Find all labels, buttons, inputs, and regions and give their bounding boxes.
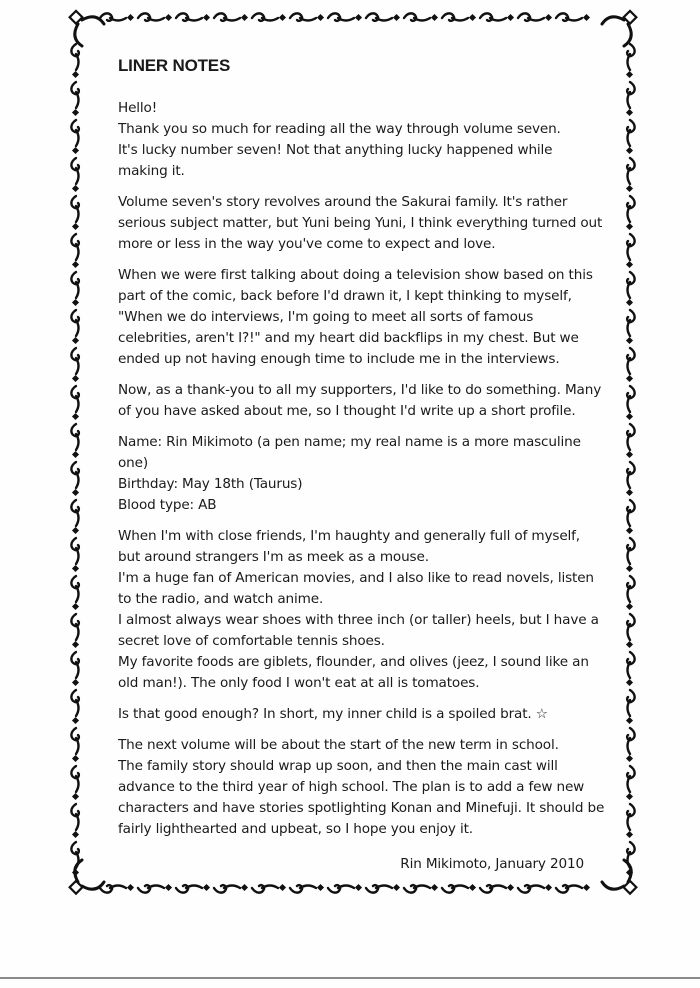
scroll-flourish-icon [252,885,278,892]
diamond-ornament-icon [72,71,79,78]
diamond-ornament-icon [241,14,248,21]
scroll-flourish-icon [627,158,634,184]
text-line: When we were first talking about doing a television show based on this part of the comic, back before I'd drawn it, I kept thinking to myself, "When we do interviews, I'm going to meet all sorts of famous celebrities, aren't I?!" and my heart did backflips in my chest. But we ended up not having enough time to include me in the interviews. [118,267,593,367]
diamond-ornament-icon [626,679,633,686]
diamond-ornament-icon [469,884,476,891]
diamond-ornament-icon [507,14,514,21]
diamond-ornament-icon [626,261,633,268]
scroll-flourish-icon [627,690,634,716]
scroll-flourish-icon [404,13,430,20]
diamond-ornament-icon [72,641,79,648]
scroll-flourish-icon [71,766,78,792]
diamond-ornament-icon [626,337,633,344]
text-line: I'm a huge fan of American movies, and I also like to read novels, listen to the radio, and watch anime. [118,570,594,607]
page-bottom-divider [0,977,700,979]
scroll-flourish-icon [71,120,78,146]
text-line: Is that good enough? In short, my inner child is a spoiled brat. ☆ [118,706,548,722]
text-line: Hello! [118,100,158,116]
scroll-flourish-icon [627,500,634,526]
text-line: My favorite foods are giblets, flounder, and olives (jeez, I sound like an old man!). The only food I won't eat at all is tomatoes. [118,654,589,691]
scroll-flourish-icon [627,576,634,602]
scroll-flourish-icon [328,885,354,892]
scroll-flourish-icon [627,728,634,754]
diamond-ornament-icon [431,14,438,21]
scroll-flourish-icon [71,538,78,564]
diamond-ornament-icon [583,884,590,891]
scroll-flourish-icon [71,576,78,602]
profile-name: Name: Rin Mikimoto (a pen name; my real name is a more masculine one) [118,434,581,471]
diamond-ornament-icon [72,679,79,686]
scroll-flourish-icon [556,13,582,20]
scroll-flourish-icon [442,885,468,892]
diamond-ornament-icon [626,603,633,610]
diamond-ornament-icon [545,884,552,891]
scroll-flourish-icon [627,804,634,830]
diamond-ornament-icon [127,14,134,21]
scroll-flourish-icon [71,462,78,488]
diamond-ornament-icon [626,717,633,724]
diamond-ornament-icon [72,489,79,496]
diamond-ornament-icon [626,147,633,154]
diamond-ornament-icon [72,717,79,724]
scroll-flourish-icon [252,13,278,20]
paragraph-next-volume [118,735,606,840]
diamond-ornament-icon [626,109,633,116]
diamond-ornament-icon [626,375,633,382]
scroll-flourish-icon [627,120,634,146]
paragraph-greeting [118,98,606,182]
diamond-ornament-icon [507,884,514,891]
scroll-flourish-icon [366,885,392,892]
scroll-flourish-icon [71,196,78,222]
scroll-flourish-icon [366,13,392,20]
profile-blood-type: Blood type: AB [118,497,217,513]
diamond-ornament-icon [72,413,79,420]
scroll-flourish-icon [71,804,78,830]
scroll-flourish-icon [627,766,634,792]
paragraph-summary [118,704,606,725]
scroll-flourish-icon [627,234,634,260]
diamond-ornament-icon [626,223,633,230]
paragraph-personality [118,526,606,694]
diamond-ornament-icon [72,147,79,154]
diamond-ornament-icon [469,14,476,21]
scroll-flourish-icon [404,885,430,892]
scroll-flourish-icon [71,348,78,374]
text-line: Now, as a thank-you to all my supporters, I'd like to do something. Many of you have asked about me, so I thought I'd write up a short profile. [118,382,602,419]
diamond-ornament-icon [72,755,79,762]
diamond-ornament-icon [626,489,633,496]
scroll-flourish-icon [71,158,78,184]
paragraph-television-show [118,265,606,370]
diamond-ornament-icon [72,793,79,800]
scroll-flourish-icon [71,614,78,640]
diamond-ornament-icon [393,884,400,891]
diamond-ornament-icon [626,831,633,838]
diamond-ornament-icon [72,337,79,344]
diamond-ornament-icon [72,299,79,306]
scroll-flourish-icon [627,652,634,678]
signature: Rin Mikimoto, January 2010 [400,856,584,872]
diamond-ornament-icon [626,793,633,800]
scroll-flourish-icon [627,462,634,488]
scroll-flourish-icon [627,386,634,412]
scroll-flourish-icon [214,885,240,892]
diamond-ornament-icon [355,884,362,891]
diamond-ornament-icon [626,71,633,78]
scroll-flourish-icon [627,310,634,336]
diamond-ornament-icon [545,14,552,21]
scroll-flourish-icon [100,13,126,20]
diamond-ornament-icon [626,565,633,572]
document-body [118,54,606,875]
corner-diamond-icon [624,11,637,24]
scroll-flourish-icon [71,386,78,412]
diamond-ornament-icon [72,109,79,116]
page-title: LINER NOTES [118,56,231,75]
diamond-ornament-icon [626,413,633,420]
text-line: Volume seven's story revolves around the Sakurai family. It's rather serious subject matter, but Yuni being Yuni, I think everything turned out more or less in the way you've come to expect and love. [118,194,603,252]
diamond-ornament-icon [72,375,79,382]
diamond-ornament-icon [355,14,362,21]
profile-birthday: Birthday: May 18th (Taurus) [118,476,303,492]
scroll-flourish-icon [627,538,634,564]
scroll-flourish-icon [176,885,202,892]
diamond-ornament-icon [626,451,633,458]
corner-diamond-icon [70,881,83,894]
scroll-flourish-icon [627,44,634,70]
scroll-flourish-icon [214,13,240,20]
text-line: When I'm with close friends, I'm haughty and generally full of myself, but around strangers I'm as meek as a mouse. [118,528,580,565]
scroll-flourish-icon [71,728,78,754]
diamond-ornament-icon [626,641,633,648]
diamond-ornament-icon [72,527,79,534]
scroll-flourish-icon [176,13,202,20]
scroll-flourish-icon [442,13,468,20]
diamond-ornament-icon [72,261,79,268]
diamond-ornament-icon [72,831,79,838]
scroll-flourish-icon [627,348,634,374]
scroll-flourish-icon [71,500,78,526]
text-line: It's lucky number seven! Not that anything lucky happened while making it. [118,142,553,179]
corner-diamond-icon [70,11,83,24]
diamond-ornament-icon [431,884,438,891]
diamond-ornament-icon [393,14,400,21]
scroll-flourish-icon [71,44,78,70]
scroll-flourish-icon [556,885,582,892]
text-line: The family story should wrap up soon, and then the main cast will advance to the third year of high school. The plan is to add a few new characters and have stories spotlighting Konan and Minefuji. It should be fairly lighthearted and upbeat, so I hope you enjoy it. [118,758,605,837]
scroll-flourish-icon [627,614,634,640]
paragraph-profile-facts [118,432,606,516]
scroll-flourish-icon [627,196,634,222]
diamond-ornament-icon [165,14,172,21]
scroll-flourish-icon [518,13,544,20]
scroll-flourish-icon [627,272,634,298]
scroll-flourish-icon [480,885,506,892]
scroll-flourish-icon [328,13,354,20]
diamond-ornament-icon [317,884,324,891]
scroll-flourish-icon [71,652,78,678]
scroll-flourish-icon [71,234,78,260]
diamond-ornament-icon [317,14,324,21]
diamond-ornament-icon [279,14,286,21]
diamond-ornament-icon [72,451,79,458]
scroll-flourish-icon [71,424,78,450]
paragraph-thank-you [118,380,606,422]
scroll-flourish-icon [71,310,78,336]
diamond-ornament-icon [203,884,210,891]
diamond-ornament-icon [626,185,633,192]
diamond-ornament-icon [72,185,79,192]
diamond-ornament-icon [626,527,633,534]
scroll-flourish-icon [480,13,506,20]
scroll-flourish-icon [290,885,316,892]
corner-diamond-icon [624,881,637,894]
scroll-flourish-icon [627,424,634,450]
diamond-ornament-icon [583,14,590,21]
diamond-ornament-icon [626,755,633,762]
scroll-flourish-icon [71,272,78,298]
scroll-flourish-icon [138,885,164,892]
diamond-ornament-icon [626,299,633,306]
text-line: The next volume will be about the start of the new term in school. [118,737,559,753]
text-line: I almost always wear shoes with three inch (or taller) heels, but I have a secret love of comfortable tennis shoes. [118,612,599,649]
diamond-ornament-icon [165,884,172,891]
diamond-ornament-icon [72,603,79,610]
scroll-flourish-icon [518,885,544,892]
diamond-ornament-icon [72,565,79,572]
scroll-flourish-icon [290,13,316,20]
scroll-flourish-icon [71,82,78,108]
scroll-flourish-icon [627,82,634,108]
diamond-ornament-icon [279,884,286,891]
scroll-flourish-icon [138,13,164,20]
diamond-ornament-icon [203,14,210,21]
text-line: Thank you so much for reading all the way through volume seven. [118,121,561,137]
paragraph-volume-story [118,192,606,255]
diamond-ornament-icon [72,223,79,230]
diamond-ornament-icon [127,884,134,891]
diamond-ornament-icon [241,884,248,891]
scroll-flourish-icon [71,690,78,716]
scroll-flourish-icon [100,885,126,892]
